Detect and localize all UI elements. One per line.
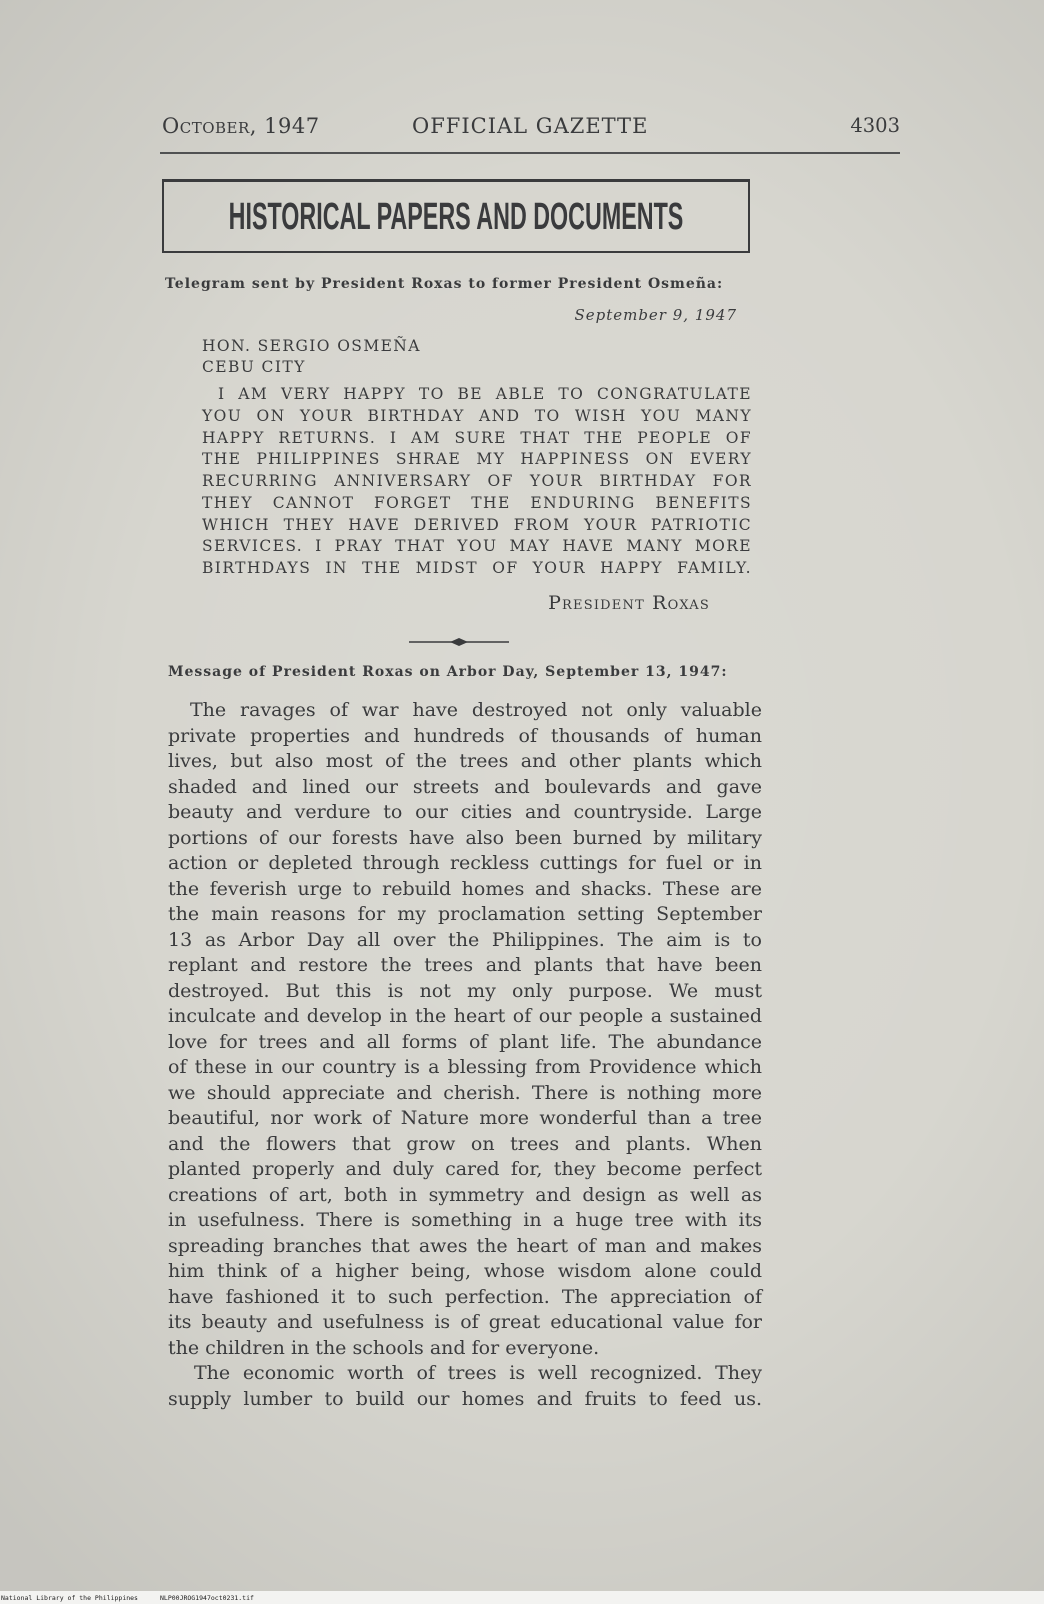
body-line: The ravages of war have destroyed not only valuable	[190, 699, 762, 721]
body-line: its beauty and usefulness is of great educational value for	[168, 1311, 762, 1333]
body-line: planted properly and duly cared for, they become perfect	[168, 1158, 762, 1180]
body-line: him think of a higher being, whose wisdom alone could	[168, 1260, 762, 1282]
body-line: beauty and verdure to our cities and countryside. Large	[168, 801, 762, 823]
section-divider-ornament	[409, 636, 509, 648]
message-body	[168, 698, 762, 1412]
telegram-body	[202, 384, 752, 580]
body-line: destroyed. But this is not my only purpose. We must	[168, 979, 762, 1002]
body-line: supply lumber to build our homes and fruits to feed us.	[168, 1387, 762, 1410]
body-line: The economic worth of trees is well recognized. They	[194, 1362, 762, 1384]
telegram-line: YOU ON YOUR BIRTHDAY AND TO WISH YOU MANY	[202, 406, 752, 425]
telegram-line: THE PHILIPPINES SHRAE MY HAPPINESS ON EVERY	[202, 450, 752, 469]
body-line: shaded and lined our streets and boulevards and gave	[168, 775, 762, 798]
telegram-heading: Telegram sent by President Roxas to former President Osmeña:	[165, 276, 724, 292]
body-line: private properties and hundreds of thousands of human	[168, 724, 762, 747]
telegram-line: WHICH THEY HAVE DERIVED FROM YOUR PATRIOTIC	[202, 515, 752, 534]
body-line: portions of our forests have also been burned by military	[168, 826, 762, 849]
header-rule	[160, 152, 900, 154]
issue-date: October, 1947	[162, 114, 320, 138]
body-line: action or depleted through reckless cuttings for fuel or in	[168, 852, 762, 874]
telegram-date: September 9, 1947	[574, 306, 737, 324]
body-line: spreading branches that awes the heart of man and makes	[168, 1234, 762, 1257]
publication-title: OFFICIAL GAZETTE	[412, 114, 649, 138]
addressee-name: HON. SERGIO OSMEÑA	[202, 337, 421, 355]
page-number: 4303	[850, 114, 900, 137]
body-line: beautiful, nor work of Nature more wonderful than a tree	[168, 1107, 762, 1129]
section-title: HISTORICAL PAPERS AND DOCUMENTS	[228, 195, 684, 238]
message-heading: Message of President Roxas on Arbor Day, September 13, 1947:	[168, 664, 728, 680]
telegram-line: RECURRING ANNIVERSARY OF YOUR BIRTHDAY FOR	[202, 472, 752, 490]
telegram-line: I AM VERY HAPPY TO BE ABLE TO CONGRATULATE	[218, 385, 752, 403]
body-line: lives, but also most of the trees and other plants which	[168, 750, 762, 772]
section-title-box	[162, 179, 750, 253]
body-line: replant and restore the trees and plants that have been	[168, 954, 762, 976]
body-line: inculcate and develop in the heart of our people a sustained	[168, 1005, 762, 1027]
addressee-city: CEBU CITY	[202, 358, 306, 376]
scan-footer-strip	[0, 1591, 1044, 1604]
running-head	[0, 112, 1044, 140]
telegram-line: SERVICES. I PRAY THAT YOU MAY HAVE MANY MORE	[202, 537, 752, 556]
telegram-line: BIRTHDAYS IN THE MIDST OF YOUR HAPPY FAMILY.	[202, 559, 752, 577]
telegram-addressee	[202, 336, 602, 378]
body-line: love for trees and all forms of plant life. The abundance	[168, 1030, 762, 1053]
body-line: and the flowers that grow on trees and plants. When	[168, 1132, 762, 1155]
body-line: the feverish urge to rebuild homes and shacks. These are	[168, 877, 762, 900]
telegram-signature: President Roxas	[548, 592, 710, 614]
telegram-line: HAPPY RETURNS. I AM SURE THAT THE PEOPLE OF	[202, 428, 752, 447]
body-line: of these in our country is a blessing from Providence which	[168, 1056, 762, 1078]
body-line: we should appreciate and cherish. There is nothing more	[168, 1081, 762, 1104]
body-line: the children in the schools and for everyone.	[168, 1336, 600, 1359]
body-line: the main reasons for my proclamation setting September	[168, 903, 762, 925]
body-line: have fashioned it to such perfection. The appreciation of	[168, 1285, 762, 1308]
scan-file-name: NLP00JROG1947oct0231.tif	[160, 1594, 254, 1602]
body-line: 13 as Arbor Day all over the Philippines. The aim is to	[168, 928, 762, 951]
body-line: creations of art, both in symmetry and design as well as	[168, 1183, 762, 1206]
body-line: in usefulness. There is something in a huge tree with its	[168, 1209, 762, 1231]
telegram-line: THEY CANNOT FORGET THE ENDURING BENEFITS	[202, 493, 752, 512]
library-credit: National Library of the Philippines	[1, 1594, 138, 1602]
